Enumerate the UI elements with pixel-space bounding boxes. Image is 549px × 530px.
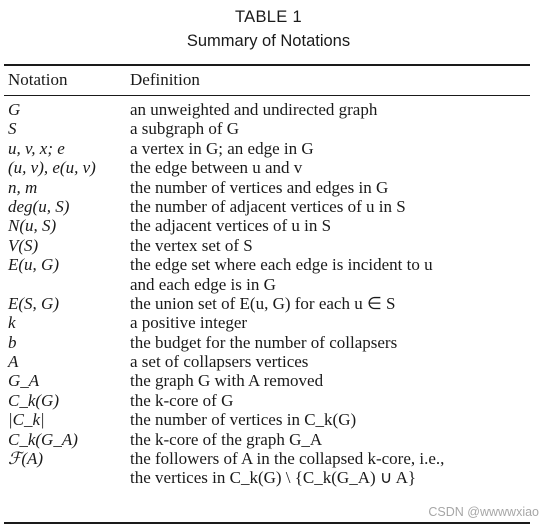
notation-cell: G (8, 100, 21, 119)
bottom-rule (4, 522, 530, 524)
definition-line: and each edge is in G (130, 274, 276, 294)
notation-cell: b (8, 332, 17, 352)
table-row (0, 313, 540, 332)
notation-cell: n, m (8, 177, 38, 197)
definition-cell (130, 294, 540, 313)
definition-cell (130, 410, 540, 429)
top-rule (4, 64, 530, 66)
table-row (0, 255, 540, 294)
definition-line: the vertices in C_k(G) \ {C_k(G_A) ∪ A} (130, 468, 417, 488)
definition-cell (130, 449, 540, 488)
definition-line: the vertex set of S (130, 235, 253, 255)
table-row (0, 216, 540, 235)
notation-cell: C_k(G) (8, 390, 59, 410)
notation-cell: u, v, x; e (8, 138, 65, 158)
definition-cell (130, 371, 540, 390)
definition-line: the graph G with A removed (130, 371, 324, 391)
definition-line: the edge between u and v (130, 158, 303, 178)
definition-line: the number of vertices in C_k(G) (130, 410, 357, 430)
table-subtitle: Summary of Notations (186, 32, 351, 50)
notation-cell: k (8, 313, 16, 333)
table-row (0, 294, 540, 313)
watermark: CSDN @wwwwxiao (428, 505, 539, 519)
table-row (0, 352, 540, 371)
notation-cell: ℱ(A) (8, 449, 44, 469)
table-row (0, 197, 540, 216)
definition-line: the followers of A in the collapsed k-core, i.e., (130, 449, 445, 469)
definition-cell (130, 216, 540, 235)
definition-line: the union set of E(u, G) for each u ∈ S (130, 293, 396, 313)
definition-line: the budget for the number of collapsers (130, 332, 398, 352)
definition-cell (130, 100, 540, 119)
table-row (0, 158, 540, 177)
notation-cell: deg(u, S) (8, 196, 70, 216)
definition-cell (130, 313, 540, 332)
notation-cell: S (8, 119, 17, 139)
notation-cell: E(S, G) (8, 293, 59, 313)
table-row (0, 449, 540, 488)
definition-line: a positive integer (130, 313, 248, 333)
definition-cell (130, 333, 540, 352)
definition-line: an unweighted and undirected graph (130, 100, 378, 119)
definition-cell (130, 178, 540, 197)
notation-cell: V(S) (8, 235, 39, 255)
definition-cell (130, 139, 540, 158)
definition-line: a vertex in G; an edge in G (130, 138, 314, 158)
header-rule (4, 95, 530, 96)
table-row (0, 371, 540, 390)
definition-line: the number of adjacent vertices of u in S (130, 196, 406, 216)
definition-line: the number of vertices and edges in G (130, 177, 389, 197)
definition-cell (130, 255, 540, 294)
notation-cell: A (8, 352, 19, 372)
definition-line: the k-core of the graph G_A (130, 429, 323, 449)
definition-line: a set of collapsers vertices (130, 352, 309, 372)
table-row (0, 119, 540, 138)
table-body (0, 100, 540, 488)
definition-cell (130, 391, 540, 410)
definition-line: a subgraph of G (130, 119, 240, 139)
table-row (0, 139, 540, 158)
header-definition: Definition (130, 70, 200, 89)
notation-cell: |C_k| (8, 410, 45, 430)
definition-line: the k-core of G (130, 390, 234, 410)
definition-cell (130, 352, 540, 371)
definition-cell (130, 158, 540, 177)
definition-cell (130, 430, 540, 449)
table-row (0, 178, 540, 197)
notation-cell: C_k(G_A) (8, 429, 78, 449)
table-row (0, 236, 540, 255)
definition-line: the edge set where each edge is incident to u (130, 255, 433, 275)
table-row (0, 333, 540, 352)
definition-cell (130, 236, 540, 255)
table-row (0, 100, 540, 119)
definition-cell (130, 119, 540, 138)
table-title: TABLE 1 (235, 8, 302, 26)
definition-cell (130, 197, 540, 216)
table-row (0, 410, 540, 429)
header-notation: Notation (8, 70, 68, 89)
notation-cell: G_A (8, 371, 40, 391)
notation-cell: E(u, G) (8, 255, 59, 275)
table-row (0, 391, 540, 410)
notation-cell: N(u, S) (8, 216, 57, 236)
definition-line: the adjacent vertices of u in S (130, 216, 332, 236)
table-row (0, 430, 540, 449)
notation-cell: (u, v), e(u, v) (8, 158, 96, 178)
